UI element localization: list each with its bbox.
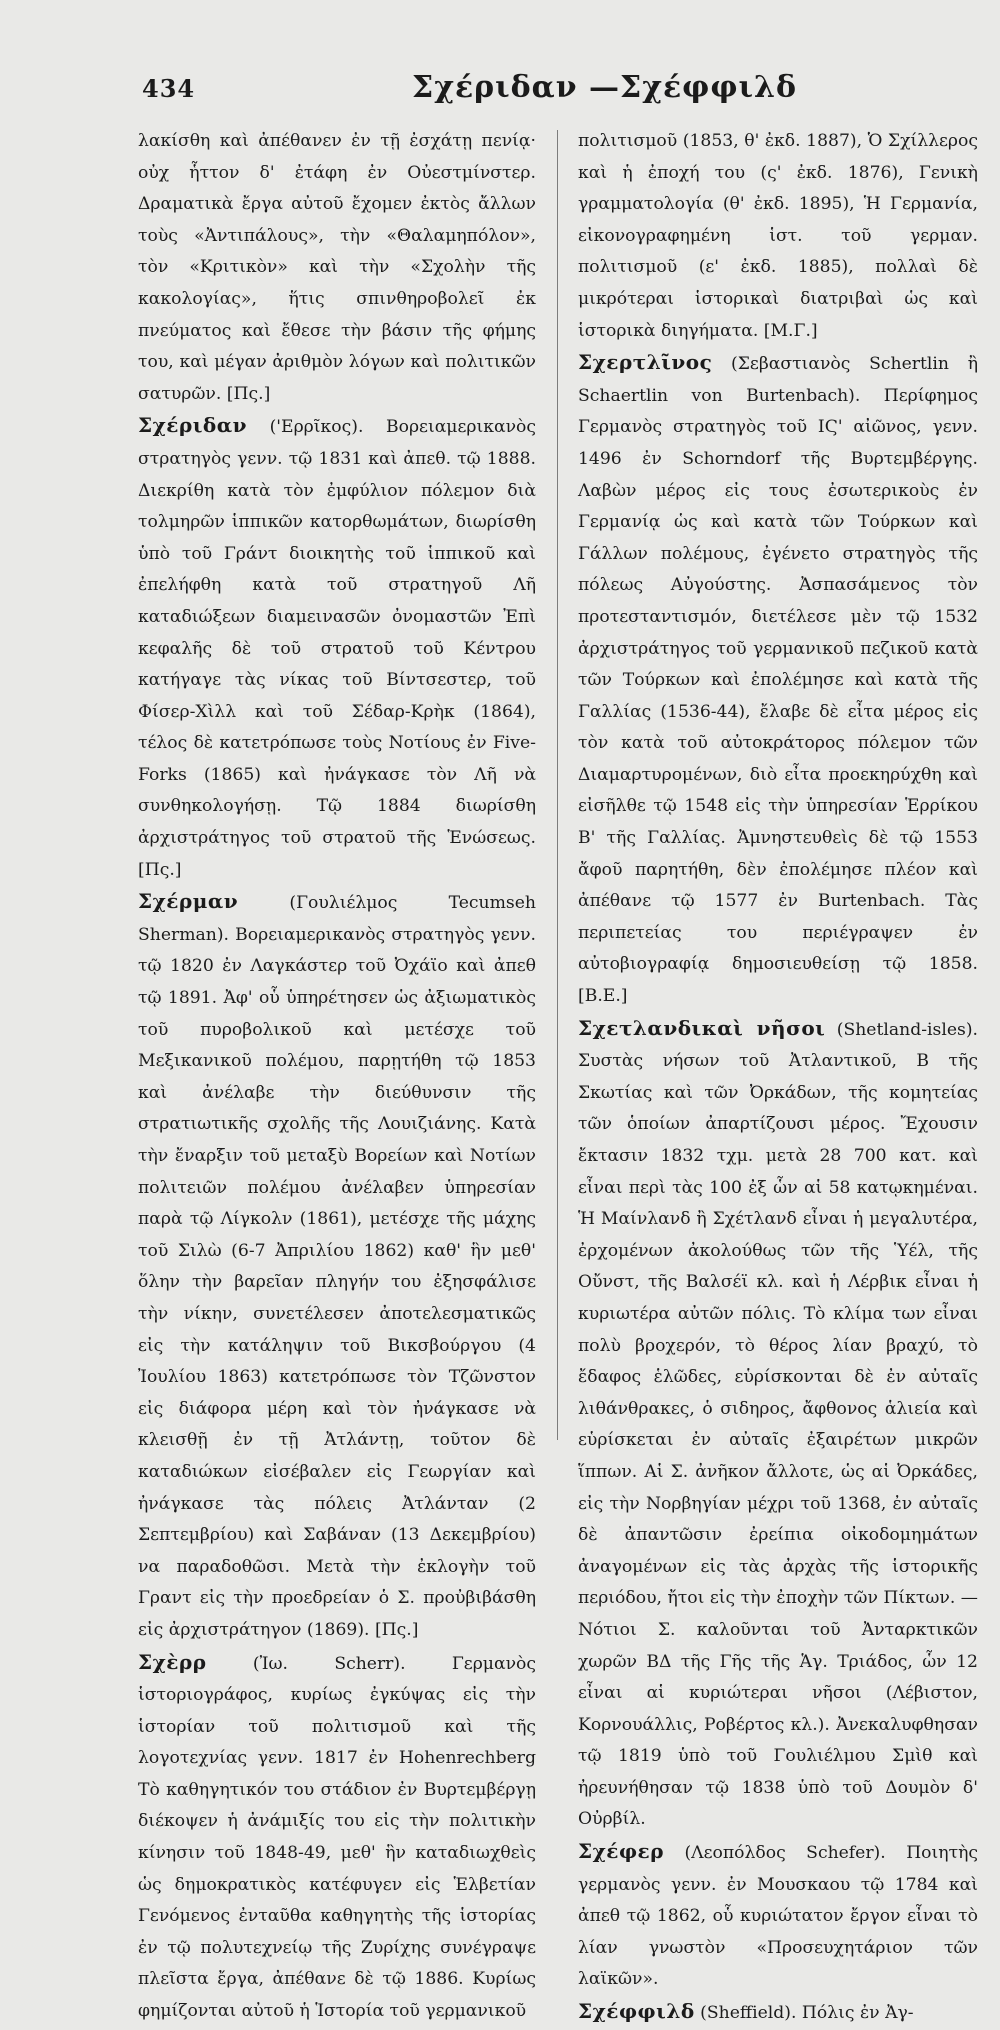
entry-continuation xyxy=(578,126,978,347)
entry-headword: Σχερτλῖνος xyxy=(578,350,713,375)
entry-text: ('Ερρῖκος). Βορειαμερικανὸς στρατηγὸς γενν. τῷ 1831 καὶ ἀπεθ. τῷ 1888. Διεκρίθη κατὰ τὸν ἐμφύλιον πόλεμον διὰ τολμηρῶν ἱππικῶν κατορθωμάτων, διωρίσθη ὑπὸ τοῦ Γράντ διοικητὴς τοῦ ἱππικοῦ καὶ ἐπελήφθη κατὰ τοῦ στρατηγοῦ Λῆ καταδιώξεων διαμεινασῶν ὀνομαστῶν Ἐπὶ κεφαλῆς δὲ τοῦ στρατοῦ τοῦ Κέντρου κατήγαγε τὰς νίκας τοῦ Βίντσεστερ, τοῦ Φίσερ-Χὶλλ καὶ τοῦ Σέδαρ-Κρὴκ (1864), τέλος δὲ κατετρόπωσε τοὺς Νοτίους ἐν Five-Forks (1865) καὶ ἠνάγκασε τὸν Λῆ νὰ συνθηκολογήσῃ. Τῷ 1884 διωρίσθη ἀρχιστράτηγος τοῦ στρατοῦ τῆς Ἑνώσεως. [Πς.] xyxy=(138,417,536,880)
entry-headword: Σχετλανδικαὶ νῆσοι xyxy=(578,1015,826,1040)
entry-text: (Γουλιέλμος Tecumseh Sherman). Βορειαμερικανὸς στρατηγὸς γενν. τῷ 1820 ἐν Λαγκάστερ τοῦ Ὀχάϊο καὶ ἀπεθ τῷ 1891. Ἀφ' οὗ ὑπηρέτησεν ὡς ἀξιωματικὸς τοῦ πυροβολικοῦ καὶ μετέσχε τοῦ Μεξικανικοῦ πολέμου, παρῃτήθη τῷ 1853 καὶ ἀνέλαβε τὴν διεύθυνσιν τῆς στρατιωτικῆς σχολῆς τῆς Λουιζιάνης. Κατὰ τὴν ἔναρξιν τοῦ μεταξὺ Βορείων καὶ Νοτίων πολιτειῶν πολέμου ἀνέλαβεν ὑπηρεσίαν παρὰ τῷ Λίγκολν (1861), μετέσχε τῆς μάχης τοῦ Σιλὼ (6-7 Ἀπριλίου 1862) καθ' ἣν μεθ' ὅλην τὴν βαρεῖαν πληγήν του ἐξησφάλισε τὴν νίκην, συνετέλεσεν ἀποτελεσματικῶς εἰς τὴν κατάληψιν τοῦ Βικσβούργου (4 Ἰουλίου 1863) κατετρόπωσε τὸν Τζῶνστον εἰς διάφορα μέρη καὶ τὸν ἠνάγκασε νὰ κλεισθῇ ἐν τῇ Ἀτλάντῃ, τοῦτον δὲ καταδιώκων εἰσέβαλεν εἰς Γεωργίαν καὶ ἠνάγκασε τὰς πόλεις Ἀτλάνταν (2 Σεπτεμβρίου) καὶ Σαβάναν (13 Δεκεμβρίου) να παραδοθῶσι. Μετὰ τὴν ἐκλογὴν τοῦ Γραντ εἰς τὴν προεδρείαν ὁ Σ. προὐβιβάσθη εἰς ἀρχιστράτηγον (1869). [Πς.] xyxy=(138,893,536,1640)
entry-scherr xyxy=(138,1647,536,2028)
entry-sheffield xyxy=(578,1996,978,2030)
entry-headword: Σχέρμαν xyxy=(138,889,239,914)
entry-sheridan-henry xyxy=(138,410,536,886)
entry-headword: Σχέφερ xyxy=(578,1839,665,1864)
entry-schertlin xyxy=(578,347,978,1012)
running-head: Σχέριδαν —Σχέφφιλδ xyxy=(412,70,798,105)
entry-text: (Λεοπόλδος Schefer). Ποιητὴς γερμανὸς γενν. ἐν Μουσκαου τῷ 1784 καὶ ἀπεθ τῷ 1862, οὗ κυριώτατον ἔργον εἶναι τὸ λίαν γνωστὸν «Προσευχητάριον τῶν λαϊκῶν». xyxy=(578,1843,978,1990)
entry-headword: Σχέριδαν xyxy=(138,413,248,438)
entry-text: (Sheffield). Πόλις ἐν Ἀγ- xyxy=(694,2003,914,2024)
page-number: 434 xyxy=(142,74,196,103)
entry-continuation xyxy=(138,126,536,410)
entry-text: (Ἰω. Scherr). Γερμανὸς ἱστοριογράφος, κυρίως ἐγκύψας εἰς τὴν ἱστορίαν τοῦ πολιτισμοῦ καὶ τῆς λογοτεχνίας γενν. 1817 ἐν Hohenrechberg Τὸ καθηγητικόν του στάδιον ἐν Βυρτεμβέργῃ διέκοψεν ἡ ἀνάμιξίς του εἰς τὴν πολιτικὴν κίνησιν τοῦ 1848-49, μεθ' ἣν καταδιωχθεὶς ὡς δημοκρατικὸς κατέφυγεν εἰς Ἑλβετίαν Γενόμενος ἐνταῦθα καθηγητὴς τῆς ἱστορίας ἐν τῷ πολυτεχνείῳ τῆς Ζυρίχης συνέγραψε πλεῖστα ἔργα, ἀπέθανε δὲ τῷ 1886. Κυρίως φημίζονται αὐτοῦ ἡ Ἱστορία τοῦ γερμανικοῦ xyxy=(138,1653,536,2022)
entry-shetland xyxy=(578,1013,978,1836)
entry-sherman xyxy=(138,886,536,1646)
left-column xyxy=(138,126,536,2028)
entry-text: λακίσθη καὶ ἀπέθανεν ἐν τῇ ἐσχάτῃ πενίᾳ· οὐχ ἧττον δ' ἐτάφη ἐν Οὐεστμίνστερ. Δραματικὰ ἔργα αὐτοῦ ἔχομεν ἐκτὸς ἄλλων τοὺς «Ἀντιπάλους», τὴν «Θαλαμηπόλον», τὸν «Κριτικὸν» καὶ τὴν «Σχολὴν τῆς κακολογίας», ἥτις σπινθηροβολεῖ ἐκ πνεύματος καὶ ἔθεσε τὴν βάσιν τῆς φήμης του, καὶ μέγαν ἀριθμὸν λόγων καὶ πολιτικῶν σατυρῶν. [Πς.] xyxy=(138,131,536,404)
entry-schefer xyxy=(578,1836,978,1996)
column-divider xyxy=(557,130,558,1440)
entry-text: (Σεβαστιανὸς Schertlin ἢ Schaertlin von Burtenbach). Περίφημος Γερμανὸς στρατηγὸς τοῦ ΙϚ' αἰῶνος, γενν. 1496 ἐν Schorndorf τῆς Βυρτεμβέργης. Λαβὼν μέρος εἰς τους ἐσωτερικοὺς ἐν Γερμανίᾳ ὡς καὶ κατὰ τῶν Τούρκων καὶ Γάλλων πολέμους, ἐγένετο στρατηγὸς τῆς πόλεως Αὐγούστης. Ἀσπασάμενος τὸν προτεσταντισμόν, διετέλεσε μὲν τῷ 1532 ἀρχιστράτηγος τοῦ γερμανικοῦ πεζικοῦ κατὰ τῶν Τούρκων καὶ ἐπολέμησε καὶ κατὰ τῆς Γαλλίας (1536-44), ἔλαβε δὲ εἶτα μέρος εἰς τὸν κατὰ τοῦ αὐτοκράτορος πόλεμον τῶν Διαμαρτυρομένων, διὸ εἶτα προεκηρύχθη καὶ εἰσῆλθε τῷ 1548 εἰς τὴν ὑπηρεσίαν Ἑρρίκου Β' τῆς Γαλλίας. Ἀμνηστευθεὶς δὲ τῷ 1553 ἄφοῦ παρητήθη, δὲν ἐπολέμησε πλέον καὶ ἀπέθανε τῷ 1577 ἐν Burtenbach. Τὰς περιπετείας του περιέγραψεν ἐν αὐτοβιογραφίᾳ δημοσιευθείσῃ τῷ 1858. [Β.Ε.] xyxy=(578,354,978,1007)
entry-text: (Shetland-isles). Συστὰς νήσων τοῦ Ἀτλαντικοῦ, Β τῆς Σκωτίας καὶ τῶν Ὀρκάδων, τῆς κομητείας τῶν ὁποίων ἀπαρτίζουσι μέρος. Ἔχουσιν ἔκτασιν 1832 τχμ. μετὰ 28 700 κατ. καὶ εἶναι περὶ τὰς 100 ἐξ ὧν αἱ 58 κατῳκημέναι. Ἡ Μαίνλανδ ἢ Σχέτλανδ εἶναι ἡ μεγαλυτέρα, ἐρχομένων ἀκολούθως τῶν τῆς Ὑέλ, τῆς Οὔνστ, τῆς Βαλσέϊ κλ. καὶ ἡ Λέρβικ εἶναι ἡ κυριωτέρα αὐτῶν πόλις. Τὸ κλίμα των εἶναι πολὺ βροχερόν, τὸ θέρος λίαν βραχύ, τὸ ἔδαφος ἑλῶδες, εὑρίσκονται δὲ ἐν αὐταῖς λιθάνθρακες, ὁ σιδηρος, ἄφθονος ἁλιεία καὶ εὑρίσκεται ἐν αὐταῖς ἐξαιρέτων μικρῶν ἵππων. Αἱ Σ. ἀνῆκον ἄλλοτε, ὡς αἱ Ὀρκάδες, εἰς τὴν Νορβηγίαν μέχρι τοῦ 1368, ἐν αὐταῖς δὲ ἀπαντῶσιν ἐρείπια οἰκοδομημάτων ἀναγομένων εἰς τὰς ἀρχὰς τῆς ἱστορικῆς περιόδου, ἤτοι εἰς τὴν ἐποχὴν τῶν Πίκτων. — Νότιοι Σ. καλοῦνται τοῦ Ἀνταρκτικῶν χωρῶν ΒΔ τῆς Γῆς τῆς Ἁγ. Τριάδος, ὧν 12 εἶναι αἱ κυριώτεραι νῆσοι (Λέβιστον, Κορνουάλλις, Ροβέρτος κλ.). Ἀνεκαλυφθησαν τῷ 1819 ὑπὸ τοῦ Γουλιέλμου Σμὶθ καὶ ἠρευνήθησαν τῷ 1838 ὑπὸ τοῦ Δουμὸν δ' Οὐρβίλ. xyxy=(578,1019,978,1830)
entry-text: πολιτισμοῦ (1853, θ' ἐκδ. 1887), Ὁ Σχίλλερος καὶ ἡ ἐποχή του (ς' ἐκδ. 1876), Γενικὴ γραμματολογία (θ' ἐκδ. 1895), Ἡ Γερμανία, εἰκονογραφημένη ἱστ. τοῦ γερμαν. πολιτισμοῦ (ε' ἐκδ. 1885), πολλαὶ δὲ μικρότεραι ἱστορικαὶ διατριβαὶ ὡς καὶ ἱστορικὰ διηγήματα. [Μ.Γ.] xyxy=(578,131,978,341)
entry-headword: Σχὲρρ xyxy=(138,1649,207,1674)
right-column xyxy=(578,126,978,2030)
entry-headword: Σχέφφιλδ xyxy=(578,1999,695,2024)
